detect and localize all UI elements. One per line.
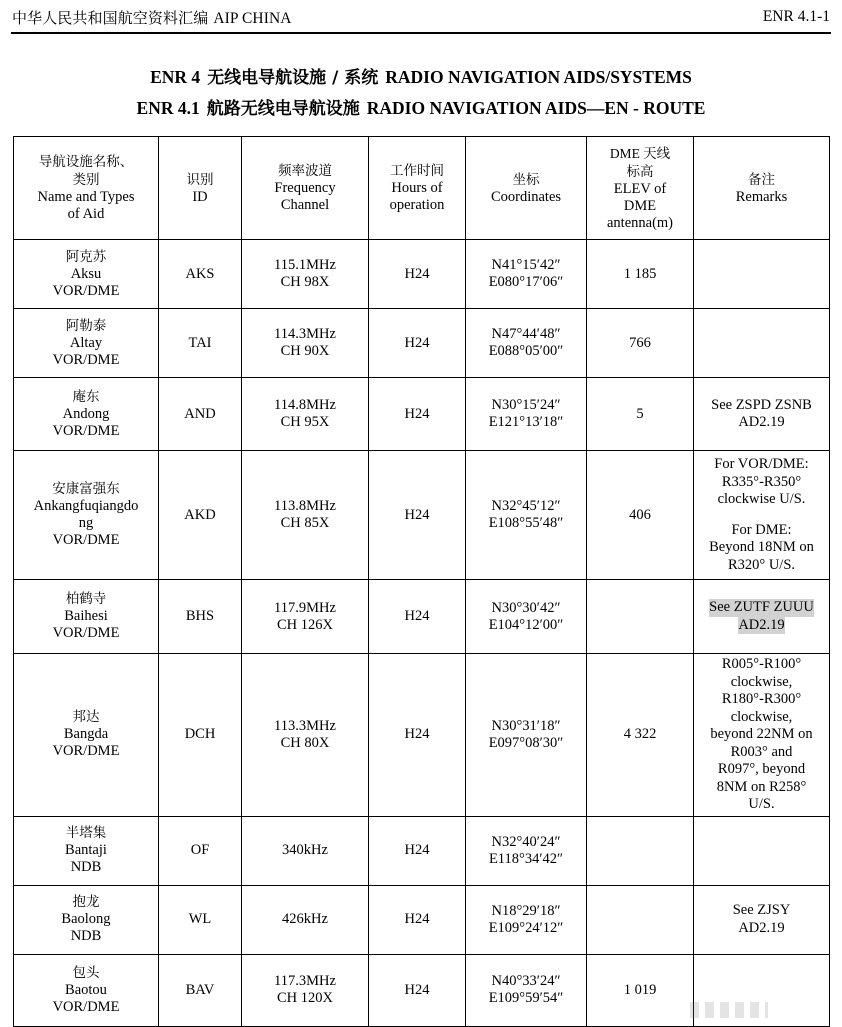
table-row (14, 378, 830, 451)
aid-hours: H24 (404, 506, 430, 523)
aid-type: NDB (70, 859, 102, 875)
aid-name-chinese: 半塔集 (65, 825, 107, 841)
table-header (14, 137, 830, 240)
aid-longitude: E080°17′06″ (488, 274, 564, 290)
section-title-enr4-english: RADIO NAVIGATION AIDS/SYSTEMS (385, 67, 692, 87)
section-title-enr41-chinese: 航路无线电导航设施 (206, 99, 360, 119)
aid-frequency: 113.3MHz (274, 717, 336, 734)
column-header-elevation (587, 137, 694, 240)
aid-latitude: N30°30′42″ (491, 599, 561, 616)
column-header-hours-en1: Hours of (391, 180, 443, 196)
cell-elevation (587, 654, 694, 817)
aid-dme-elevation: 766 (629, 334, 651, 351)
cell-remarks (694, 580, 830, 654)
aid-longitude: E108°55′48″ (488, 515, 564, 531)
cell-id (159, 378, 242, 451)
aid-latitude: N47°44′48″ (491, 326, 561, 342)
column-header-elevation-en2: DME (623, 197, 657, 214)
aid-frequency: 115.1MHz (274, 257, 336, 273)
cell-hours (369, 309, 466, 378)
aid-frequency: 113.8MHz (274, 498, 336, 514)
cell-name (14, 378, 159, 451)
aid-latitude: N41°15′42″ (491, 257, 561, 273)
section-title-enr4-chinese: 无线电导航设施 / 系统 (207, 68, 379, 88)
header-page-number: ENR 4.1-1 (762, 8, 830, 25)
cell-name (14, 309, 159, 378)
aid-longitude: E097°08′30″ (488, 734, 564, 751)
aid-hours: H24 (404, 981, 430, 998)
cell-frequency (242, 580, 369, 654)
cell-coordinates (466, 885, 587, 954)
column-header-frequency-en2: Channel (280, 197, 330, 213)
aid-hours: H24 (404, 726, 430, 743)
remark-line: See ZJSY (732, 902, 791, 918)
aid-name-english: Bangda (63, 726, 109, 743)
aid-id: TAI (188, 334, 212, 351)
column-header-remarks-en: Remarks (735, 188, 788, 205)
header-publication-title (12, 7, 292, 28)
cell-name (14, 954, 159, 1026)
cell-id (159, 309, 242, 378)
cell-hours (369, 654, 466, 817)
cell-elevation (587, 240, 694, 309)
cell-remarks (694, 954, 830, 1026)
column-header-frequency-en1: Frequency (274, 180, 336, 196)
cell-frequency (242, 240, 369, 309)
aid-dme-elevation: 5 (636, 405, 644, 422)
cell-remarks (694, 309, 830, 378)
remark-line (696, 617, 827, 635)
cell-elevation (587, 885, 694, 954)
header-title-english: AIP CHINA (213, 9, 292, 27)
cell-hours (369, 378, 466, 451)
table-row (14, 654, 830, 817)
remark-line (696, 599, 827, 617)
column-header-elevation-en3: antenna(m) (606, 214, 674, 231)
cell-name (14, 816, 159, 885)
remark-line: clockwise, (730, 673, 793, 690)
cell-coordinates (466, 378, 587, 451)
aid-id: WL (188, 911, 212, 927)
aid-longitude: E118°34′42″ (488, 850, 564, 867)
aid-channel: CH 120X (277, 990, 333, 1006)
cell-elevation (587, 816, 694, 885)
aid-hours: H24 (404, 405, 430, 422)
cell-coordinates (466, 654, 587, 817)
column-header-elevation-en1: ELEV of (613, 180, 667, 197)
table-row (14, 816, 830, 885)
aid-type: VOR/DME (52, 422, 120, 439)
table-row (14, 885, 830, 954)
remark-line: See ZSPD ZSNB (711, 396, 812, 413)
aid-name-english: Andong (62, 405, 110, 422)
remark-line: R097°, beyond (717, 761, 806, 777)
aid-hours: H24 (404, 265, 430, 282)
cell-name (14, 240, 159, 309)
aid-name-english: Altay (69, 334, 103, 351)
remark-line: AD2.19 (738, 414, 785, 430)
cell-name (14, 885, 159, 954)
aid-name-chinese: 邦达 (72, 709, 100, 726)
aid-frequency: 117.9MHz (274, 599, 336, 616)
cell-remarks (694, 885, 830, 954)
aid-latitude: N30°15′24″ (491, 397, 561, 413)
table-row (14, 451, 830, 580)
aid-id: AKD (184, 506, 216, 523)
table-row (14, 954, 830, 1026)
aid-id: BHS (185, 608, 215, 624)
aid-name-chinese: 抱龙 (72, 894, 100, 910)
remark-line: U/S. (748, 796, 775, 812)
remark-line: beyond 22NM on (710, 726, 813, 742)
aid-frequency: 114.3MHz (274, 326, 336, 342)
cell-elevation (587, 451, 694, 580)
cell-coordinates (466, 451, 587, 580)
aid-frequency: 117.3MHz (274, 973, 336, 989)
aid-name-chinese: 阿克苏 (65, 248, 107, 265)
aid-type: VOR/DME (52, 625, 120, 641)
cell-hours (369, 954, 466, 1026)
cell-hours (369, 580, 466, 654)
aid-dme-elevation: 1 019 (623, 981, 657, 998)
column-header-coordinates-cn: 坐标 (512, 171, 540, 188)
remark-highlight: See ZUTF ZUUU (709, 599, 814, 615)
column-header-name-en1: Name and Types (37, 189, 135, 205)
aid-type: VOR/DME (52, 532, 120, 548)
section-title-enr41-english: RADIO NAVIGATION AIDS—EN - ROUTE (366, 98, 706, 118)
cell-frequency (242, 954, 369, 1026)
cell-frequency (242, 451, 369, 580)
aid-type: VOR/DME (52, 998, 120, 1015)
cell-id (159, 654, 242, 817)
aid-frequency: 340kHz (282, 842, 328, 858)
column-header-id-en: ID (192, 188, 208, 205)
column-header-name-cn1: 导航设施名称、 (38, 154, 134, 170)
remark-spacer (696, 509, 827, 522)
header-divider-rule (11, 32, 831, 34)
aid-name-english: Aksu (70, 265, 102, 282)
section-title-enr4-prefix: ENR 4 (150, 67, 201, 87)
aid-channel: CH 90X (280, 343, 330, 359)
aid-name-chinese: 安康富强东 (52, 481, 120, 497)
aid-channel: CH 80X (280, 734, 330, 751)
section-title-enr4 (0, 62, 842, 93)
column-header-name-en2: of Aid (67, 206, 105, 222)
remark-line: For DME: (731, 521, 792, 538)
cell-name (14, 654, 159, 817)
cell-name (14, 580, 159, 654)
column-header-coordinates (466, 137, 587, 240)
remark-line: For VOR/DME: (714, 456, 809, 472)
document-title-block (0, 62, 842, 124)
aid-name-english-cont: ng (78, 515, 94, 531)
aid-frequency: 426kHz (282, 911, 328, 927)
column-header-id-cn: 识别 (186, 171, 214, 188)
cell-hours (369, 240, 466, 309)
aid-latitude: N32°40′24″ (491, 833, 561, 850)
cell-id (159, 580, 242, 654)
cell-remarks (694, 378, 830, 451)
aid-dme-elevation: 1 185 (623, 265, 657, 282)
aid-name-english: Bantaji (65, 842, 107, 858)
cell-coordinates (466, 954, 587, 1026)
aid-id: OF (190, 842, 210, 858)
cell-remarks (694, 654, 830, 817)
cell-frequency (242, 378, 369, 451)
remark-highlight: AD2.19 (738, 616, 785, 633)
cell-id (159, 885, 242, 954)
aid-name-chinese: 阿勒泰 (65, 317, 107, 334)
cell-elevation (587, 378, 694, 451)
remark-line: R003° and (730, 743, 793, 760)
section-title-enr41 (0, 93, 842, 124)
table-row (14, 309, 830, 378)
column-header-hours (369, 137, 466, 240)
remark-line: Beyond 18NM on (709, 539, 814, 555)
aid-hours: H24 (404, 608, 430, 624)
page-running-header (0, 0, 842, 34)
column-header-hours-en2: operation (389, 197, 445, 213)
remark-line: R005°-R100° (721, 656, 802, 672)
column-header-name (14, 137, 159, 240)
aid-name-chinese: 庵东 (72, 388, 100, 405)
aid-hours: H24 (404, 334, 430, 351)
cell-remarks (694, 240, 830, 309)
aid-longitude: E109°59′54″ (488, 990, 564, 1006)
cell-elevation (587, 954, 694, 1026)
aid-longitude: E104°12′00″ (488, 616, 564, 633)
cell-id (159, 816, 242, 885)
cell-remarks (694, 451, 830, 580)
aid-id: BAV (185, 981, 215, 998)
aid-id: AKS (185, 265, 215, 282)
aid-name-english: Baihesi (64, 608, 108, 624)
table-header-row (14, 137, 830, 240)
aid-latitude: N32°45′12″ (491, 498, 561, 514)
aid-hours: H24 (404, 842, 430, 858)
header-title-chinese: 中华人民共和国航空资料汇编 (12, 8, 209, 27)
aid-name-english: Ankangfuqiangdo (33, 498, 139, 514)
aid-name-english: Baotou (65, 981, 107, 998)
aid-type: VOR/DME (52, 282, 120, 299)
aid-latitude: N40°33′24″ (491, 973, 561, 989)
cell-frequency (242, 885, 369, 954)
remark-line: R320° U/S. (727, 556, 796, 573)
remark-line: AD2.19 (738, 919, 785, 936)
column-header-hours-cn: 工作时间 (390, 163, 444, 179)
table-row (14, 240, 830, 309)
navigation-aids-table (13, 136, 830, 1027)
cell-hours (369, 451, 466, 580)
aid-frequency: 114.8MHz (274, 397, 336, 413)
aid-type: VOR/DME (52, 351, 120, 368)
aid-longitude: E109°24′12″ (488, 919, 564, 936)
aid-id: AND (184, 405, 216, 422)
cell-coordinates (466, 240, 587, 309)
remark-line: 8NM on R258° (716, 778, 807, 795)
remark-line: clockwise, (730, 708, 793, 725)
cell-elevation (587, 309, 694, 378)
cell-coordinates (466, 816, 587, 885)
column-header-coordinates-en: Coordinates (490, 188, 562, 205)
column-header-name-cn2: 类别 (72, 172, 100, 188)
aid-hours: H24 (404, 911, 430, 927)
table-body (14, 240, 830, 1027)
aid-type: VOR/DME (52, 743, 120, 760)
column-header-elevation-cn2: 标高 (626, 163, 654, 180)
cell-id (159, 954, 242, 1026)
aid-name-english: Baolong (61, 911, 111, 927)
aid-channel: CH 95X (280, 414, 330, 430)
aid-name-chinese: 包头 (72, 964, 100, 981)
table-row (14, 580, 830, 654)
aid-type: NDB (70, 928, 102, 944)
remark-line: clockwise U/S. (717, 491, 806, 507)
aid-latitude: N18°29′18″ (491, 902, 561, 919)
aid-channel: CH 85X (280, 515, 330, 531)
remark-line: R180°-R300° (721, 691, 802, 707)
aid-id: DCH (184, 726, 216, 743)
aid-channel: CH 98X (280, 274, 330, 290)
remark-line: R335°-R350° (721, 473, 802, 490)
column-header-frequency-cn: 频率波道 (278, 163, 332, 179)
column-header-id (159, 137, 242, 240)
cell-frequency (242, 816, 369, 885)
aid-dme-elevation: 4 322 (623, 726, 657, 743)
column-header-remarks (694, 137, 830, 240)
aid-channel: CH 126X (277, 616, 333, 633)
column-header-remarks-cn: 备注 (748, 171, 775, 188)
aid-latitude: N30°31′18″ (491, 717, 561, 734)
cell-remarks (694, 816, 830, 885)
cell-elevation (587, 580, 694, 654)
cell-hours (369, 816, 466, 885)
cell-hours (369, 885, 466, 954)
cell-coordinates (466, 580, 587, 654)
cell-frequency (242, 654, 369, 817)
cell-name (14, 451, 159, 580)
cell-coordinates (466, 309, 587, 378)
section-title-enr41-prefix: ENR 4.1 (136, 98, 200, 118)
cell-frequency (242, 309, 369, 378)
column-header-frequency (242, 137, 369, 240)
column-header-elevation-cn1: DME 天线 (609, 145, 671, 161)
aid-longitude: E121°13′18″ (488, 414, 564, 430)
aid-dme-elevation: 406 (629, 506, 651, 523)
aid-longitude: E088°05′00″ (488, 343, 564, 359)
aid-name-chinese: 柏鹤寺 (65, 591, 107, 607)
cell-id (159, 451, 242, 580)
cell-id (159, 240, 242, 309)
